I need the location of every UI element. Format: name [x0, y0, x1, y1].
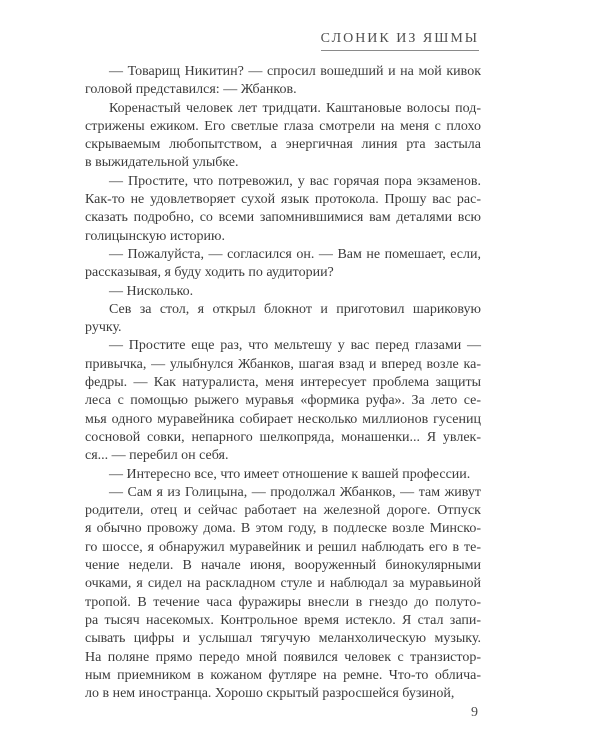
text-line: — Простите еще раз, что мельтешу у вас перед глазами — — [109, 338, 481, 354]
text-line: рассказывая, я буду ходить по аудитории? — [85, 265, 334, 281]
text-line: — Пожалуйста, — согласился он. — Вам не помешает, если, — [109, 246, 481, 262]
text-line: ручку. — [85, 320, 122, 336]
text-line: — Товарищ Никитин? — спросил вошедший и на мой кивок — [109, 64, 481, 79]
page-number: 9 — [471, 705, 478, 720]
text-line: головой представился: — Жбанков. — [85, 82, 297, 98]
paragraph — [85, 337, 481, 465]
text-line: го шоссе, я обнаружил муравейник и решил наблюдать его в те- — [85, 539, 481, 555]
text-line: — Простите, что потревожил, у вас горячая пора экзаменов. — [109, 173, 481, 189]
text-line: чение недели. В начале июня, вооруженный бинокулярными — [85, 558, 481, 574]
text-line: — Сам я из Голицына, — продолжал Жбанков, — там живут — [109, 484, 481, 500]
text-line: в выжидательной улыбке. — [85, 155, 239, 171]
text-line: Сев за стол, я открыл блокнот и приготовил шариковую — [109, 301, 481, 317]
paragraph — [85, 63, 481, 100]
text-line: сказать подробно, со всеми запомнившимися вам деталями всю — [85, 210, 481, 226]
text-line: ся... — перебил он себя. — [85, 448, 229, 464]
paragraph — [85, 283, 481, 301]
paragraph — [85, 484, 481, 704]
text-line: Коренастый человек лет тридцати. Каштановые волосы под- — [109, 100, 481, 116]
text-line: федры. — Как натуралиста, меня интересует проблема защиты — [85, 375, 481, 391]
text-line: ным приемником в кожаном футляре на ремне. Что-то облича- — [85, 667, 481, 683]
text-line: очками, я сидел на раскладном стуле и наблюдал за муравьиной — [85, 576, 481, 592]
paragraph — [85, 301, 481, 338]
text-line: родители, отец и сейчас работает на железной дороге. Отпуск — [85, 503, 481, 519]
text-line: привычка, — улыбнулся Жбанков, шагая взад и вперед возле ка- — [85, 356, 481, 372]
text-line: ло в нем иностранца. Хорошо скрытый разросшейся бузиной, — [85, 686, 455, 702]
text-line: На поляне прямо передо мной появился человек с транзистор- — [85, 649, 481, 665]
text-line: — Интересно все, что имеет отношение к вашей профессии. — [109, 466, 471, 482]
text-line: — Нисколько. — [109, 283, 194, 299]
text-block — [85, 63, 481, 703]
text-line: Как-то не удовлетворяет сухой язык протокола. Прошу вас рас- — [85, 192, 481, 208]
paragraph — [85, 466, 481, 484]
paragraph — [85, 173, 481, 246]
text-line: тропой. В течение часа фуражиры внесли в гнездо до полуто- — [85, 594, 481, 610]
text-line: леса с помощью рыжего муравья «формика руфа». За лето се- — [85, 393, 481, 409]
text-line: ра тысяч насекомых. Контрольное время истекло. Я стал запи- — [85, 612, 481, 628]
text-line: голицынскую историю. — [85, 228, 225, 244]
text-line: я обычно провожу дома. В этом году, в подлеске возле Минско- — [85, 521, 481, 537]
text-line: скрываемым любопытством, а энергичная линия рта застыла — [85, 137, 481, 153]
text-line: стрижены ежиком. Его светлые глаза смотрели на меня с плохо — [85, 118, 481, 134]
paragraph — [85, 100, 481, 173]
text-line: сосновой совки, непарного шелкопряда, монашенки... Я увлек- — [85, 429, 481, 445]
text-line: мья одного муравейника собирает несколько миллионов гусениц — [85, 411, 481, 427]
paragraph — [85, 246, 481, 283]
running-head: СЛОНИК ИЗ ЯШМЫ — [321, 31, 479, 51]
text-line: сывать цифры и услышал тягучую меланхолическую музыку. — [85, 631, 481, 647]
